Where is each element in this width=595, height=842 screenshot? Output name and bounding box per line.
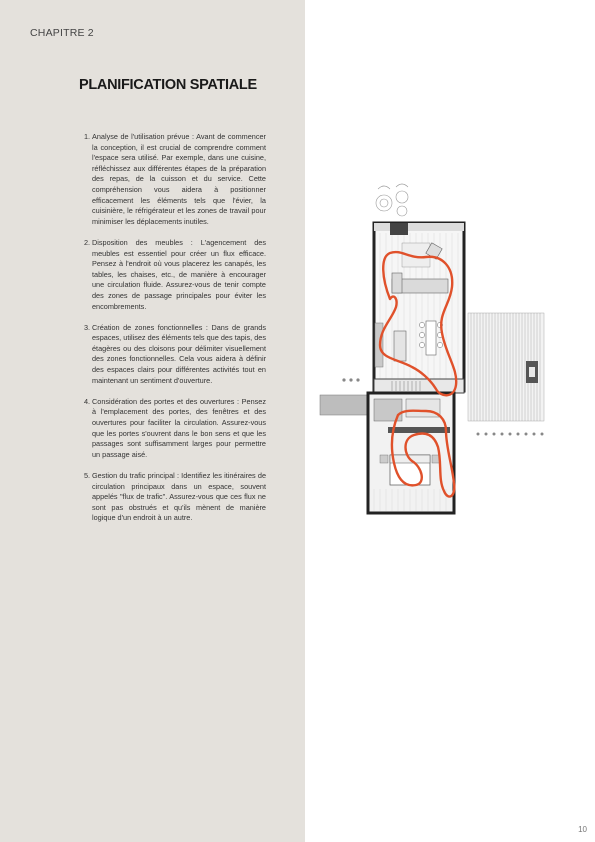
list-item-text: Considération des portes et des ouvertures : Pensez à l'emplacement des portes, des fenêtres et des ouvertures pour faciliter la circulation. Assurez-vous que les portes s'ouvrent dans le bon sens et que les passages sont suffisamment larges pour permettre un passage aisé. (92, 396, 266, 459)
list-item-number: 1. (84, 132, 91, 141)
list-item-text: Gestion du trafic principal : Identifiez les itinéraires de circulation principaux dans un espace, souvent appelés "flux de trafic". Assurez-vous que ces flux ne sont pas obstrués et qu'ils mènent de manière logique d'un endroit à un autre. (92, 471, 266, 523)
page-title: PLANIFICATION SPATIALE (79, 77, 257, 93)
list-item-number: 2. (84, 237, 91, 247)
list-item-text: Création de zones fonctionnelles : Dans de grands espaces, utilisez des éléments tels que des tapis, des étagères ou des cloisons pour délimiter visuellement des zones fonctionnelles. Cela vous aidera à définir des espaces clairs pour différentes activités tout en maintenant un sentiment d'ouverture. (92, 322, 266, 385)
list-item-number: 5. (84, 471, 91, 480)
list-item (84, 132, 266, 227)
list-item (84, 323, 266, 387)
list-item-text: Analyse de l'utilisation prévue : Avant de commencer la conception, il est crucial de comprendre comment l'espace sera utilisé. Par exemple, dans une cuisine, réfléchissez aux différentes étapes de la préparation des repas, de la cuisson et du service. Cette compréhension vous aidera à positionner efficacement les éléments tels que l'évier, la cuisinière, le réfrigérateur et les zones de travail pour minimiser les déplacements inutiles. (92, 132, 266, 226)
exterior-bench (320, 395, 374, 415)
guidelines-list (84, 132, 266, 535)
floor-plan-drawing (318, 183, 550, 528)
garden-plants (376, 184, 408, 216)
upper-volume (374, 223, 464, 391)
page-number: 10 (578, 825, 587, 834)
terrace-steps (477, 433, 544, 436)
list-item-number: 3. (84, 322, 91, 332)
list-item-text: Disposition des meubles : L'agencement des meubles est essentiel pour créer un flux efficace. Pensez à l'endroit où vous placerez les canapés, les tables, les chaises, etc., de manière à encourager une circulation fluide. Assurez-vous de tenir compte des zones de passage principales pour éviter les encombrements. (92, 237, 266, 311)
list-item (84, 397, 266, 461)
list-item (84, 471, 266, 524)
list-item-number: 4. (84, 396, 91, 406)
list-item (84, 238, 266, 312)
chapter-label: CHAPITRE 2 (30, 27, 94, 39)
